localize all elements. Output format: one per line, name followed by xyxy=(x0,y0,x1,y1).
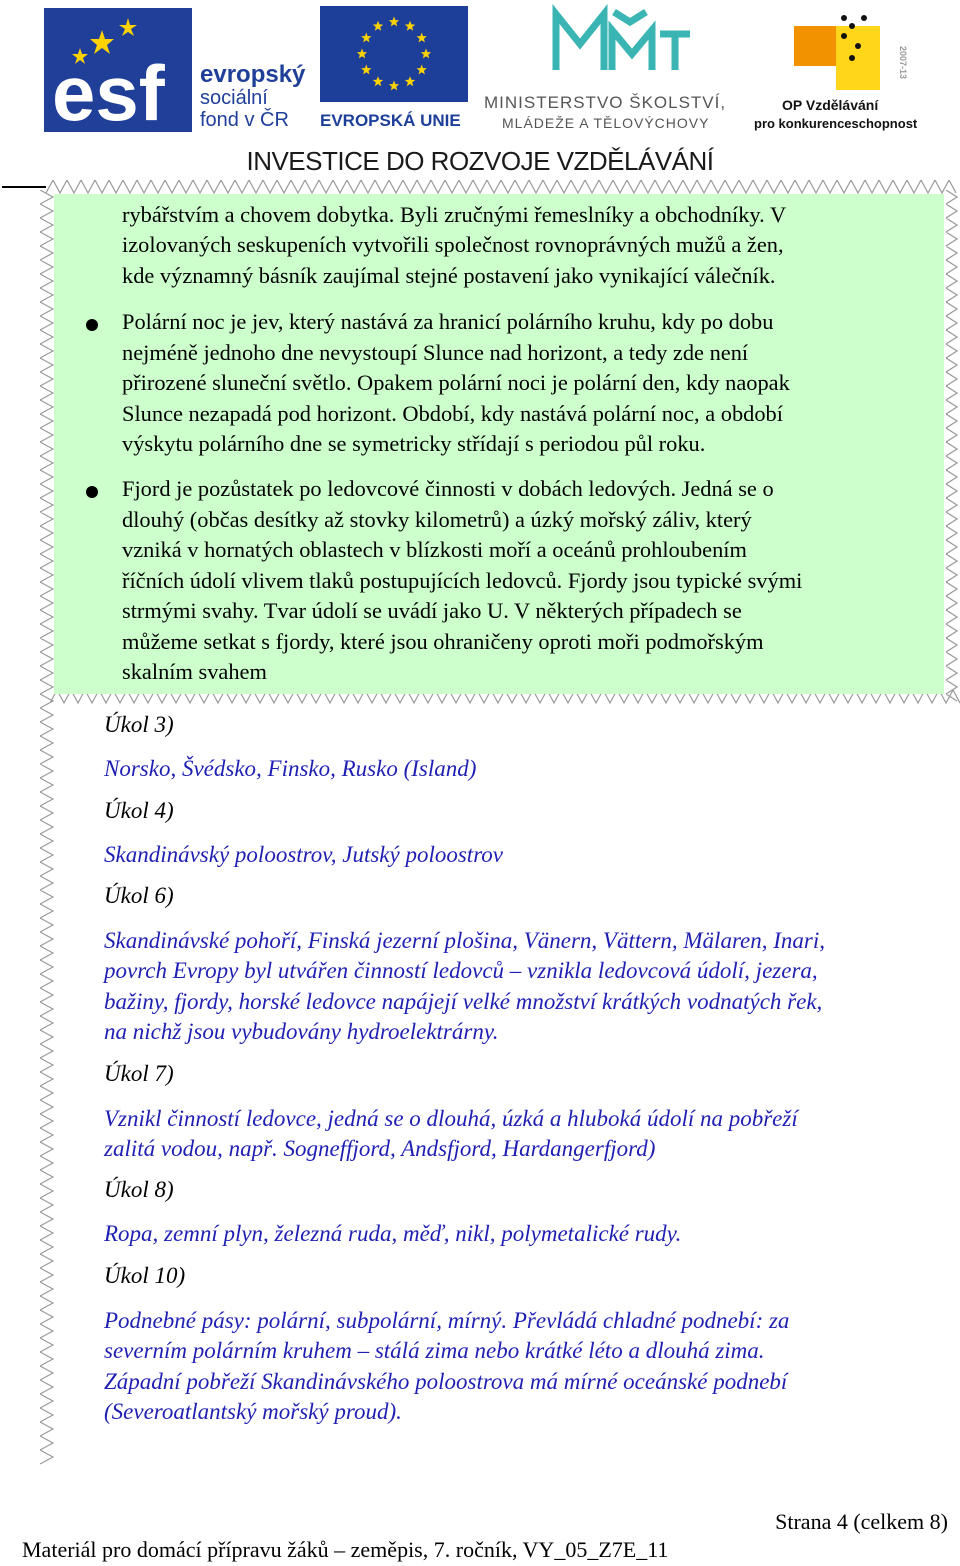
fjord-line-3: vzniká v hornatých oblastech v blízkosti moří a oceánů prohloubením xyxy=(122,537,747,562)
task-10-label: Úkol 10) xyxy=(104,1263,186,1288)
polar-night-line-2: nejméně jednoho dne nevystoupí Slunce nad horizont, a tedy zde není xyxy=(122,340,749,365)
op-line1: OP Vzdělávání xyxy=(782,97,879,113)
polar-night-line-3: přirozené sluneční světlo. Opakem polární noci je polární den, kdy naopak xyxy=(122,370,790,395)
task-10-answer-line-2: severním polárním kruhem – stálá zima nebo krátké léto a dlouhá zima. xyxy=(104,1338,765,1363)
task-6-answer-line-4: na nichž jsou vybudovány hydroelektrárny. xyxy=(104,1019,499,1044)
polar-night-line-5: výskytu polárního dne se symetricky střídají s periodou půl roku. xyxy=(122,431,706,456)
intro-line-2: izolovaných seskupeních vytvořili společnost rovnoprávných mužů a žen, xyxy=(122,232,784,257)
task-6-label: Úkol 6) xyxy=(104,883,174,908)
task-4-answer-line-1: Skandinávský poloostrov, Jutský poloostrov xyxy=(104,842,504,867)
task-7-label: Úkol 7) xyxy=(104,1061,174,1086)
eu-label: EVROPSKÁ UNIE xyxy=(320,111,461,130)
fjord-line-1: Fjord je pozůstatek po ledovcové činnosti v dobách ledových. Jedná se o xyxy=(122,476,774,501)
header-rule xyxy=(2,186,46,188)
esf-big-text: esf xyxy=(52,49,165,132)
bullet-polar-night xyxy=(86,319,98,331)
polar-night-line-4: Slunce nezapadá pod horizont. Období, kdy nastává polární noc, a období xyxy=(122,401,783,426)
page-number: Strana 4 (celkem 8) xyxy=(775,1509,948,1534)
task-10-answer-line-3: Západní pobřeží Skandinávského poloostrova má mírné oceánské podnebí xyxy=(104,1369,788,1394)
esf-line3: fond v ČR xyxy=(200,109,289,131)
esf-line2: sociální xyxy=(200,87,268,109)
fjord-line-2: dlouhý (občas desítky až stovky kilometrů) a úzký mořský záliv, který xyxy=(122,507,752,532)
msmt-line1: MINISTERSTVO ŠKOLSTVÍ, xyxy=(484,93,727,112)
task-10-answer-line-4: (Severoatlantský mořský proud). xyxy=(104,1399,402,1424)
intro-line-1: rybářstvím a chovem dobytka. Byli zručnými řemeslníky a obchodníky. V xyxy=(122,202,787,227)
msmt-logo xyxy=(484,4,746,132)
eu-logo xyxy=(320,6,468,130)
task-7-answer-line-2: zalitá vodou, např. Sogneffjord, Andsfjord, Hardangerfjord) xyxy=(104,1136,656,1161)
fjord-line-6: můžeme setkat s fjordy, které jsou ohraničeny oproti moři podmořským xyxy=(122,629,764,654)
fjord-line-5: strmými svahy. Tvar údolí se uvádí jako U. V některých případech se xyxy=(122,598,742,623)
task-7-answer-line-1: Vznikl činností ledovce, jedná se o dlouhá, úzká a hluboká údolí na pobřeží xyxy=(104,1106,798,1131)
msmt-line2: MLÁDEŽE A TĚLOVÝCHOVY xyxy=(502,115,710,131)
zigzag-border-left xyxy=(40,190,54,1470)
task-3-answer-line-1: Norsko, Švédsko, Finsko, Rusko (Island) xyxy=(104,756,477,781)
zigzag-border-top xyxy=(46,180,960,194)
task-6-answer-line-2: povrch Evropy byl utvářen činností ledovců – vznikla ledovcová údolí, jezera, xyxy=(104,958,818,983)
fjord-line-4: říčních údolí vlivem tlaků postupujících ledovců. Fjordy jsou typické svými xyxy=(122,568,803,593)
task-8-label: Úkol 8) xyxy=(104,1177,174,1202)
task-4-label: Úkol 4) xyxy=(104,798,174,823)
bullet-fjord xyxy=(86,486,98,498)
footer-text: Materiál pro domácí přípravu žáků – zeměpis, 7. ročník, VY_05_Z7E_11 xyxy=(22,1537,669,1562)
task-8-answer-line-1: Ropa, zemní plyn, železná ruda, měď, nikl, polymetalické rudy. xyxy=(104,1221,682,1246)
op-orange-shape xyxy=(794,26,836,66)
esf-line1: evropský xyxy=(200,61,306,88)
polar-night-line-1: Polární noc je jev, který nastává za hranicí polárního kruhu, kdy po dobu xyxy=(122,309,774,334)
msmt-monogram xyxy=(556,12,690,70)
intro-line-3: kde významný básník zaujímal stejné postavení jako vynikající válečník. xyxy=(122,263,776,288)
task-6-answer-line-3: bažiny, fjordy, horské ledovce napájejí velké množství krátkých vodnatých řek, xyxy=(104,989,823,1014)
esf-logo xyxy=(44,8,306,132)
fjord-line-7: skalním svahem xyxy=(122,659,267,684)
task-10-answer-line-1: Podnebné pásy: polární, subpolární, mírný. Převládá chladné podnebí: za xyxy=(104,1308,790,1333)
header-tagline: INVESTICE DO ROZVOJE VZDĚLÁVÁNÍ xyxy=(246,146,714,176)
zigzag-border-right xyxy=(946,190,958,702)
op-years: 2007-13 xyxy=(898,46,908,80)
op-line2: pro konkurenceschopnost xyxy=(754,116,918,131)
task-6-answer-line-1: Skandinávské pohoří, Finská jezerní plošina, Vänern, Vättern, Mälaren, Inari, xyxy=(104,928,825,953)
op-logo xyxy=(752,6,932,134)
task-3-label: Úkol 3) xyxy=(104,712,174,737)
